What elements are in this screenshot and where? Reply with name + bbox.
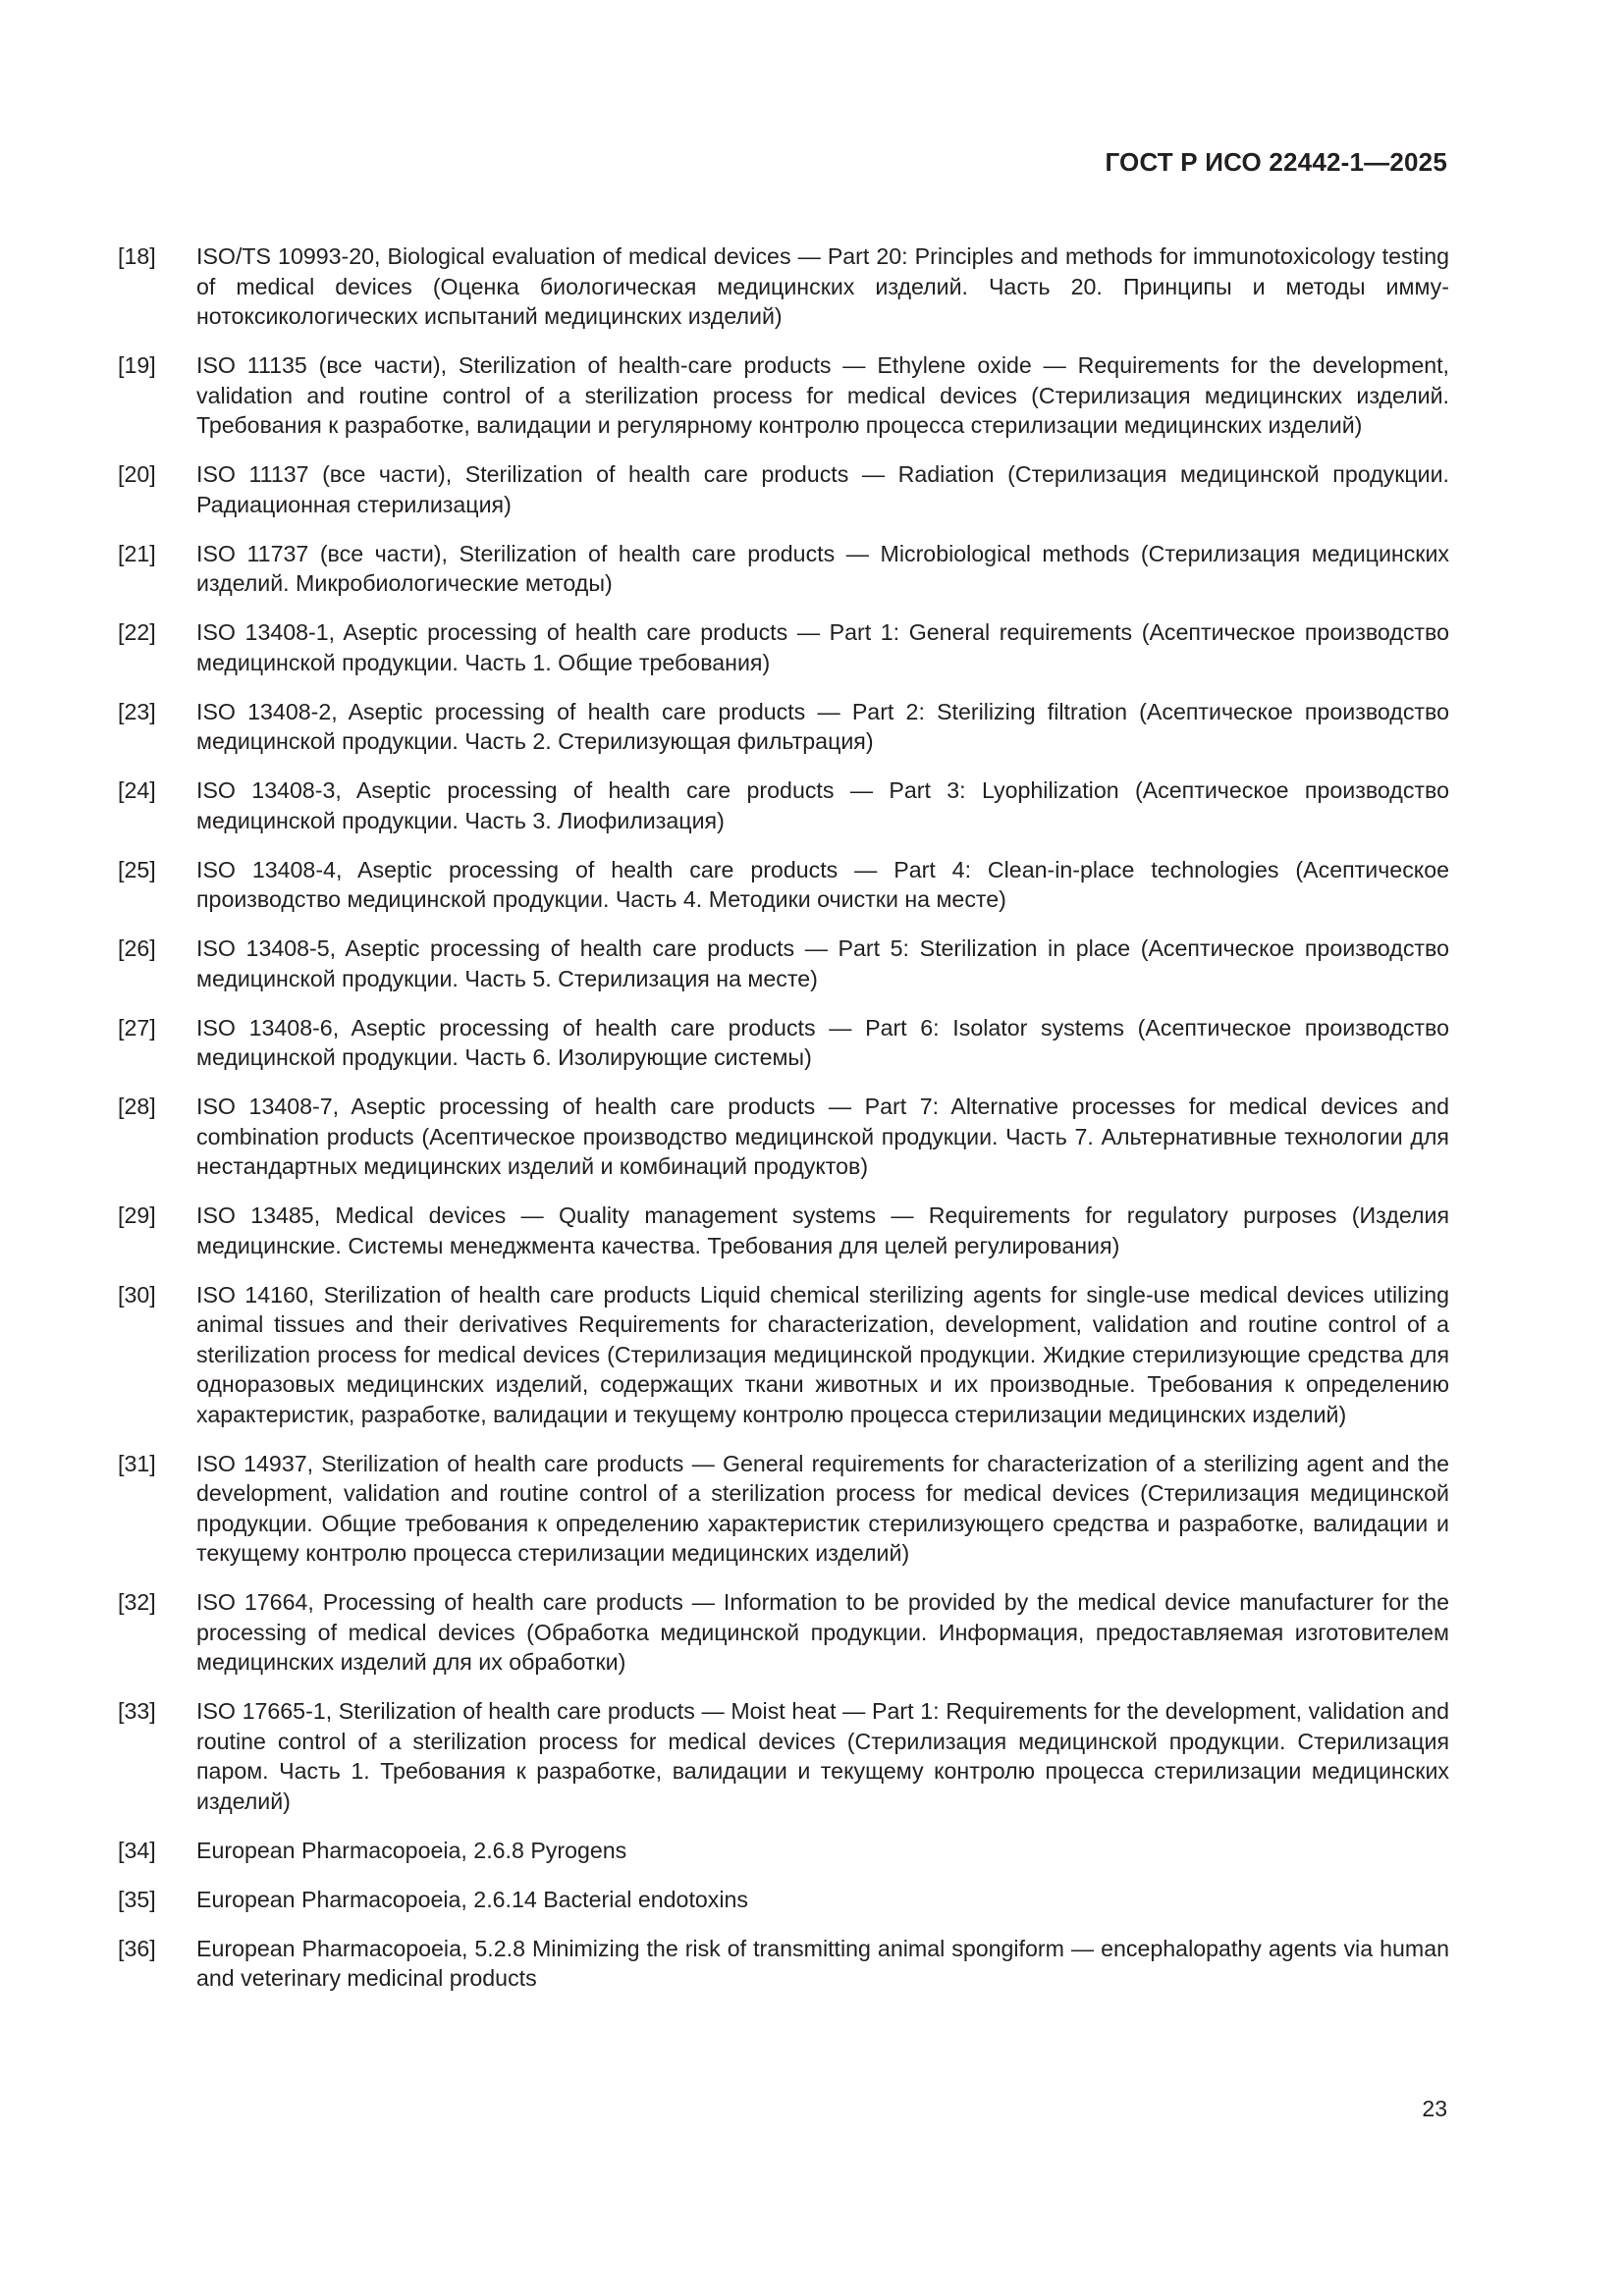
bibliography-item [118, 350, 1449, 441]
reference-text: ISO 13408-4, Aseptic processing of health care products — Part 4: Clean-in-place technologies (Асептическое производство медицинской продукции. Часть 4. Методики очистки на месте) [196, 856, 1449, 912]
reference-text: ISO 13408-1, Aseptic processing of health care products — Part 1: General requirements (Асептическое производство медицинской продукции. Часть 1. Общие требования) [196, 619, 1449, 675]
reference-text: ISO 13408-6, Aseptic processing of health care products — Part 6: Isolator systems (Асептическое производство медицинской продукции. Часть 6. Изолирующие системы) [196, 1014, 1449, 1070]
bibliography-item [118, 617, 1449, 677]
reference-text: ISO 13408-3, Aseptic processing of health care products — Part 3: Lyophilization (Асептическое производство медицинской продукции. Часть 3. Лиофилизация) [196, 777, 1449, 833]
reference-number: [22] [118, 619, 156, 645]
reference-number: [30] [118, 1281, 156, 1308]
reference-text: ISO 13408-7, Aseptic processing of health care products — Part 7: Alternative processes for medical devices and combination products (Асептическое производство медицинской продукции. Часть 7. Альтернативные технологии для нестандартных медицинских изделий и комбинаций продуктов) [196, 1094, 1449, 1179]
document-code-header: ГОСТ Р ИСО 22442-1—2025 [1105, 147, 1447, 177]
bibliography-item [118, 1013, 1449, 1073]
reference-text: ISO 17664, Processing of health care products — Information to be provided by the medical device manufacturer for the processing of medical devices (Обработка медицинской продукции. Информация, предоставляемая изготовителем медицинских изделий для их обработки) [196, 1589, 1449, 1675]
bibliography-item [118, 1092, 1449, 1182]
bibliography-item [118, 1934, 1449, 1994]
reference-number: [26] [118, 935, 156, 961]
reference-text: ISO 11135 (все части), Sterilization of health-care products — Ethylene oxide — Requirements for the development, validation and routine control of a sterilization process for medical devices (Стерилизация медицинских изделий. Требования к разработке, валидации и регулярному контролю процесса стерилизации медицинских изделий) [196, 352, 1449, 438]
bibliography-item [118, 1587, 1449, 1678]
reference-text: ISO 14160, Sterilization of health care products Liquid chemical sterilizing agents for single-use medical devices utilizing animal tissues and their derivatives Requirements for characterization, development, validation and routine control of a sterilization process for medical devices (Стерилизация медицинской продукции. Жидкие стерилизующие средства для одноразовых медицинских изделий, содержащих ткани животных и их производные. Требования к определению характеристик, разработке, валидации и текущему контролю процесса стерилизации медицинских изделий) [196, 1281, 1449, 1427]
bibliography-item [118, 241, 1449, 332]
reference-number: [18] [118, 243, 156, 269]
reference-text: ISO 11737 (все части), Sterilization of health care products — Microbiological methods (Стерилизация медицинских изделий. Микробиологические методы) [196, 540, 1449, 596]
bibliography-item [118, 1885, 1449, 1915]
reference-number: [31] [118, 1450, 156, 1476]
bibliography-item [118, 539, 1449, 599]
bibliography-item [118, 1449, 1449, 1569]
reference-number: [27] [118, 1014, 156, 1041]
reference-text: European Pharmacopoeia, 2.6.8 Pyrogens [196, 1837, 627, 1863]
bibliography-item [118, 1201, 1449, 1260]
reference-number: [33] [118, 1698, 156, 1724]
bibliography-item [118, 1836, 1449, 1866]
bibliography-item [118, 775, 1449, 835]
reference-text: European Pharmacopoeia, 2.6.14 Bacterial endotoxins [196, 1886, 749, 1912]
bibliography-item [118, 697, 1449, 757]
reference-text: ISO/TS 10993-20, Biological evaluation of medical devices — Part 20: Principles and methods for immunotoxicology testing of medical devices (Оценка биологическая медицинских изделий. Часть 20. Принципы и методы иммунотоксикологических испытаний медицинских изделий) [196, 243, 1449, 329]
reference-number: [29] [118, 1202, 156, 1228]
reference-text: ISO 17665-1, Sterilization of health care products — Moist heat — Part 1: Requirements for the development, validation and routine control of a sterilization process for medical devices (Стерилизация медицинской продукции. Стерилизация паром. Часть 1. Требования к разработке, валидации и текущему контролю процесса стерилизации медицинских изделий) [196, 1698, 1449, 1814]
bibliography-item [118, 1280, 1449, 1430]
bibliography-list [118, 241, 1449, 2012]
reference-number: [28] [118, 1094, 156, 1119]
reference-number: [34] [118, 1837, 156, 1863]
reference-text: ISO 13485, Medical devices — Quality management systems — Requirements for regulatory purposes (Изделия медицинские. Системы менеджмента качества. Требования для целей регулирования) [196, 1202, 1449, 1258]
reference-number: [23] [118, 698, 156, 724]
reference-text: ISO 13408-2, Aseptic processing of health care products — Part 2: Sterilizing filtration (Асептическое производство медицинской продукции. Часть 2. Стерилизующая фильтрация) [196, 698, 1449, 754]
reference-text: European Pharmacopoeia, 5.2.8 Minimizing the risk of transmitting animal spongiform — encephalopathy agents via human and veterinary medicinal products [196, 1935, 1449, 1991]
reference-number: [36] [118, 1935, 156, 1961]
reference-number: [19] [118, 352, 156, 378]
reference-number: [21] [118, 540, 156, 566]
bibliography-item [118, 1696, 1449, 1816]
page-number: 23 [1422, 2096, 1447, 2121]
reference-number: [35] [118, 1886, 156, 1912]
bibliography-item [118, 934, 1449, 993]
reference-text: ISO 14937, Sterilization of health care products — General requirements for characterization of a sterilizing agent and the development, validation and routine control of a sterilization process for medical devices (Стерилизация медицинской продукции. Общие требования к определению характеристик стерилизующего средства и разработке, валидации и текущему контролю процесса стерилизации медицинских изделий) [196, 1450, 1449, 1566]
reference-number: [20] [118, 461, 156, 487]
reference-number: [24] [118, 777, 156, 803]
reference-text: ISO 11137 (все части), Sterilization of health care products — Radiation (Стерилизация медицинской продукции. Радиационная стерилизация) [196, 461, 1449, 517]
reference-number: [32] [118, 1589, 156, 1615]
reference-number: [25] [118, 856, 156, 882]
bibliography-item [118, 459, 1449, 519]
bibliography-item [118, 855, 1449, 915]
reference-text: ISO 13408-5, Aseptic processing of health care products — Part 5: Sterilization in place (Асептическое производство медицинской продукции. Часть 5. Стерилизация на месте) [196, 935, 1449, 991]
